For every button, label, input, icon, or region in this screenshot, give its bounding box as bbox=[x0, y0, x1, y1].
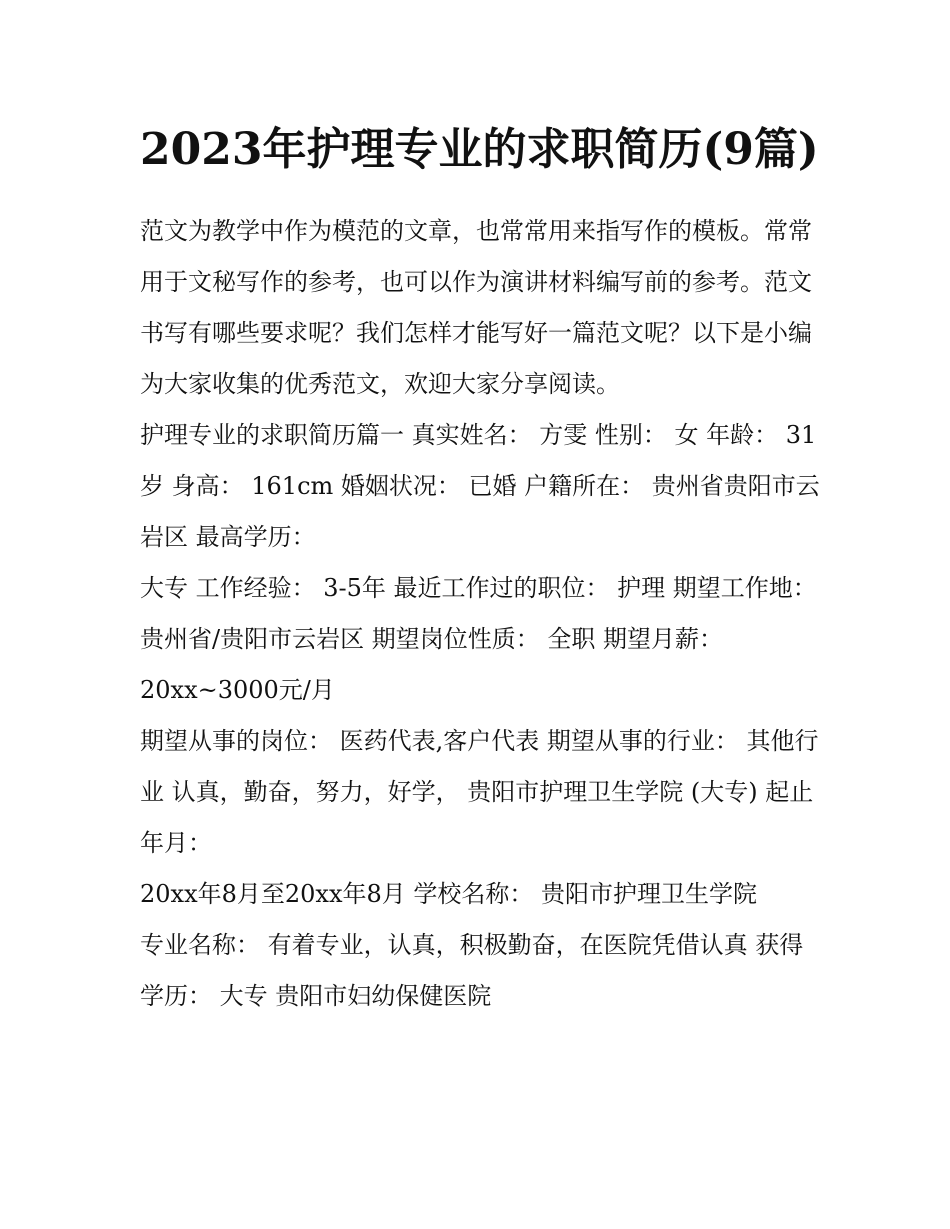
resume-job-expectation: 大专 工作经验： 3-5年 最近工作过的职位： 护理 期望工作地： 贵州省/贵阳市云岩区 期望岗位性质： 全职 期望月薪： 20xx~3000元/月 bbox=[140, 574, 817, 704]
intro-paragraph: 范文为教学中作为模范的文章，也常常用来指写作的模板。常常用于文秘写作的参考，也可以作为演讲材料编写前的参考。范文书写有哪些要求呢？我们怎样才能写好一篇范文呢？以下是小编为大家收集的优秀范文，欢迎大家分享阅读。 bbox=[140, 217, 812, 398]
resume-basic-info: 护理专业的求职简历篇一 真实姓名： 方雯 性别： 女 年龄： 31岁 身高： 161cm 婚姻状况： 已婚 户籍所在： 贵州省贵阳市云岩区 最高学历： bbox=[140, 421, 820, 551]
resume-desired-position: 期望从事的岗位： 医药代表,客户代表 期望从事的行业： 其他行业 认真，勤奋，努力，好学， 贵阳市护理卫生学院 (大专) 起止年月： bbox=[140, 727, 819, 857]
document-page bbox=[140, 118, 820, 1022]
resume-education-dates: 20xx年8月至20xx年8月 学校名称： 贵阳市护理卫生学院 bbox=[140, 880, 758, 908]
document-title: 2023年护理专业的求职简历(9篇) bbox=[140, 124, 819, 175]
resume-education-detail: 专业名称： 有着专业，认真，积极勤奋，在医院凭借认真 获得学历： 大专 贵阳市妇幼保健医院 bbox=[140, 931, 804, 1010]
